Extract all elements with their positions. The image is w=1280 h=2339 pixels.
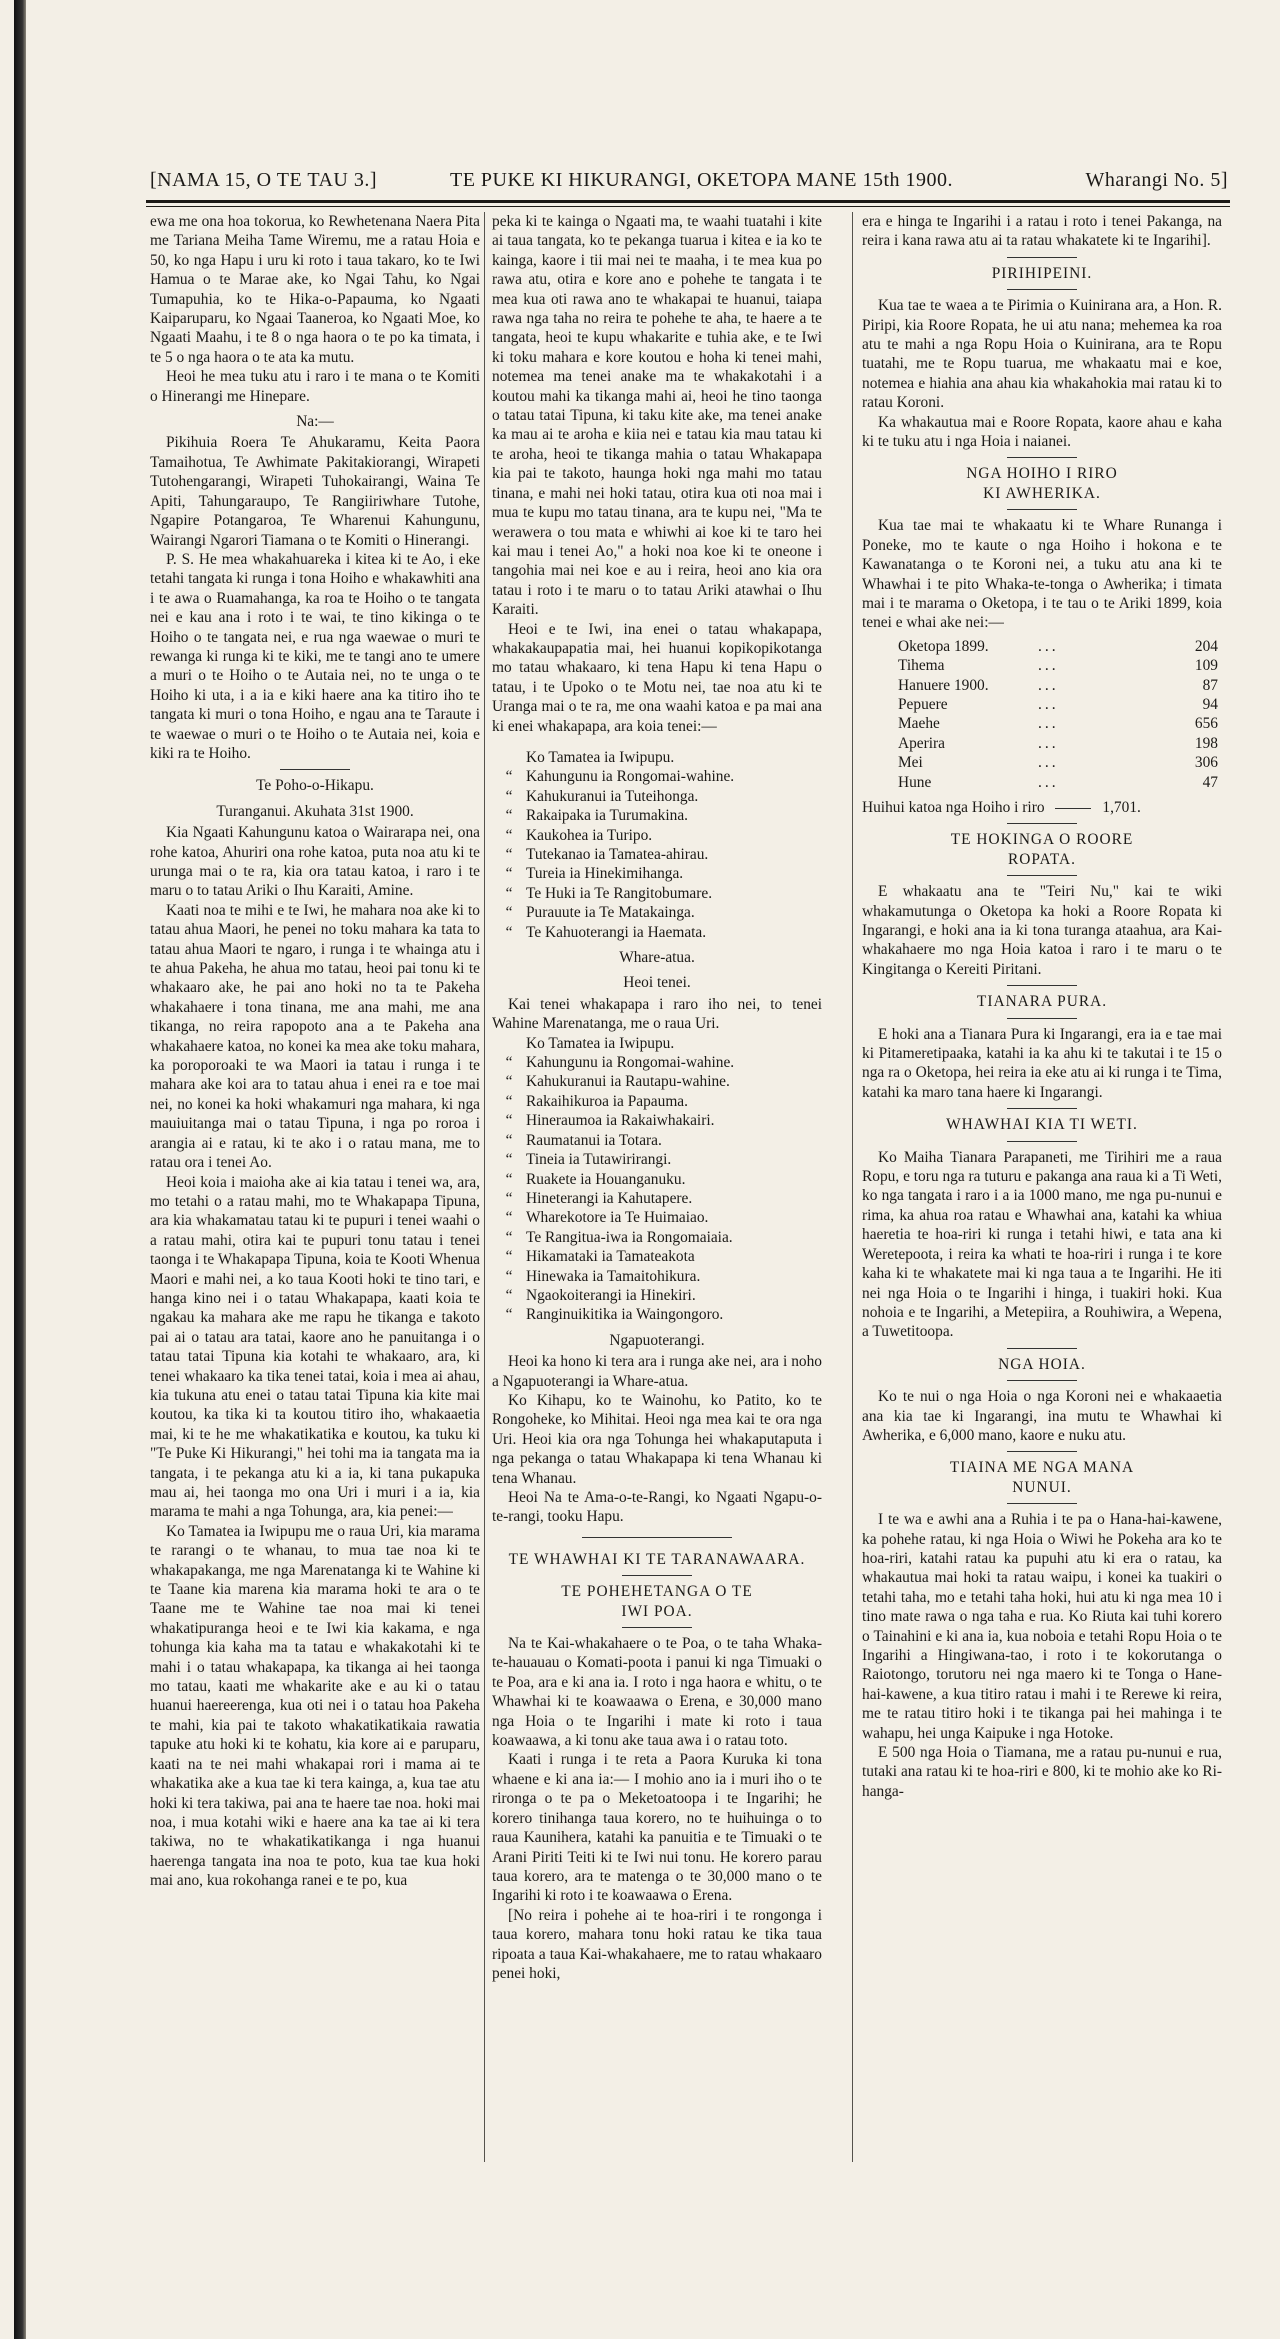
list-item: “ Ranginuikitika ia Waingongoro. bbox=[505, 1306, 724, 1324]
page-number: Wharangi No. 5] bbox=[1085, 169, 1228, 191]
list-item: “ Kahungunu ia Rongomai-wahine. bbox=[505, 1054, 735, 1072]
header-rule-thin bbox=[146, 206, 1230, 207]
list-item: “ Tutekanao ia Tamatea-ahirau. bbox=[505, 846, 709, 863]
list-item: “ Kahukuranui ia Rautapu-wahine. bbox=[505, 1073, 730, 1091]
section-divider bbox=[280, 769, 350, 770]
article-paragraph: Kaati noa te mihi e te Iwi, he mahara noa ake ki to tatau ahua Maori, he penei no toku mahara ka tata to tatau ahua Maori te ngaro, i runga i te whainga atu i te ahua Pakeha, he ahua mo tatau, heoi pai tonu ki te whakaaro ake, he pai ano hoki no ta te Pakeha whakahaere i tona tinana, me ana mahi, me ana tikanga, no reira rapopoto ana a te Pakeha ana whakahaere katoa, no konei ka mea ake toku mahara, ka poroporoaki te wa Maori ia tatau i runga i te mahara ake koi ara to tatau ahua i enei ra e toe mai nei, no konei ka hoki whakamuri nga mahara, ki nga mauiuitanga mai o tatau Tipuna, i nga po roroa i arangia ai e ratau, ki te ako i o ratau mana, me to ratau ora i tenei Ao. bbox=[150, 901, 480, 1172]
article-paragraph: peka ki te kainga o Ngaati ma, te waahi tuatahi i kite ai taua tangata, ko te pekanga tuarua i kitea e ia ko te kainga, kaore i tii mai nei te maaha, i te mea kua po rawa atu, otira e kore ano e pohehe te tangata i te mea kua oti rawa ano te whakapai te huanui, taiapa rawa nga taha no reira te pohehe te aha, te haere a te tangata, heoi te kupu whakarite e tuhia ake, e te Iwi ki toku mahara e kore koutou e hoha ki tenei mahi, notemea ma tenei anake ma te whakakotahi i a koutou mahi ka tikanga mahi ai, heoi he tino taonga o tatau tatai Tipuna, ki taku kite ake, ma tenei anake ka mau ai te aroha e kiia nei e tatau kia mau tatau ki te aroha, heoi te tikanga mahia o tatau Whakapapa kia pai te takoto, haunga hoki nga mahi mo tatau tinana, e mahi nei hoki tatau, otira kua oti noa mai i mua te kupu mo tatau tinana, ara te kupu nei, "Ma te werawera o tou mata e whiwhi ai koe ki te taro hei kai mau i tenei Ao," a hoki noa koe ki te oneone i tangohia mai nei koe e au i reira, heoi ano kia ora tatau i roto i te maru o to tatau Ariki atawhai o Ihu Karaiti. bbox=[492, 213, 822, 619]
list-item: “ Ngaokoiterangi ia Hinekiri. bbox=[505, 1286, 696, 1304]
total-value: 1,701. bbox=[1102, 798, 1141, 816]
article-paragraph: Kua tae te waea a te Pirimia o Kuinirana ara, a Hon. R. Piripi, kia Roore Ropata, he ui atu nana; mehemea ka roa atu te mahi a nga Ropu Hoia o Kuinirana, ara te Ropu tuatahi, me te Ropu tuarua, me whakaatu mai e koe, notemea e hiahia ana ahau kia whakahokia mai ratau ki to ratau Koroni. bbox=[862, 297, 1222, 412]
section-divider bbox=[1007, 457, 1077, 458]
dateline: Turanganui. Akuhata 31st 1900. bbox=[216, 802, 414, 820]
section-heading: TIAINA ME NGA MANA bbox=[949, 1459, 1135, 1477]
list-item: “ Tineia ia Tutawirirangi. bbox=[505, 1151, 672, 1169]
section-heading: NGA HOIHO I RIRO bbox=[966, 465, 1118, 483]
list-item: “ Purauute ia Te Matakainga. bbox=[505, 904, 695, 922]
section-heading: TE WHAWHAI KI TE TARANAWAARA. bbox=[508, 1550, 806, 1568]
binding-edge bbox=[14, 0, 26, 2339]
article-paragraph: Heoi he mea tuku atu i raro i te mana o te Komiti o Hinerangi me Hinepare. bbox=[150, 368, 480, 405]
section-heading: NGA HOIA. bbox=[998, 1355, 1086, 1373]
list-end: Whare-atua. bbox=[619, 949, 695, 967]
horses-total bbox=[862, 798, 1222, 817]
list-item: “ Hineterangi ia Kahutapere. bbox=[505, 1189, 693, 1207]
list-end: Ngapuoterangi. bbox=[609, 1331, 705, 1349]
section-heading: KI AWHERIKA. bbox=[983, 484, 1101, 502]
list-item: “ Kahukuranui ia Tuteihonga. bbox=[505, 787, 699, 805]
article-paragraph: era e hinga te Ingarihi i a ratau i roto i tenei Pakanga, na reira i kana rawa atu ai ta ratau whakatete ki te Ingarihi]. bbox=[862, 213, 1222, 250]
article-paragraph: P. S. He mea whakahuareka i kitea ki te Ao, i eke tetahi tangata ki runga i tona Hoiho e whakawhiti ana i te awa o Ruamahanga, ka roa te Hoiho o te tangata nei e kau ana i roto i te wai, te tino kikinga o te Hoiho o te tangata nei, e rua nga waewae o muri te rewanga ki runga ki te kiki, me te tangi ano te umere a muri o te Hoiho o te Autaia nei, no te unga o te Hoiho ki uta, i a ia e kiki haere ana ka titiro iho te tangata ki muri o tona Hoiho, e ngau ana te Taraute i te waewae o muri o te Hoiho o te Autaia nei, koia e kiki ra te Hoiho. bbox=[150, 550, 480, 762]
table-row: Pepuere ... 94 bbox=[898, 695, 1218, 713]
issue-number: [NAMA 15, O TE TAU 3.] bbox=[150, 169, 377, 191]
page-header bbox=[150, 163, 1228, 197]
section-heading: NUNUI. bbox=[1012, 1478, 1072, 1496]
list-item: “ Te Kahuoterangi ia Haemata. bbox=[505, 923, 707, 941]
list-item: “ Te Rangitua-iwa ia Rongomaiaia. bbox=[505, 1228, 733, 1246]
list-item: “ Wharekotore ia Te Huimaiao. bbox=[505, 1209, 709, 1227]
table-row: Maehe ... 656 bbox=[898, 715, 1218, 733]
total-label: Huihui katoa nga Hoiho i riro bbox=[862, 798, 1045, 816]
section-divider bbox=[1007, 257, 1077, 258]
section-divider bbox=[1007, 1141, 1077, 1142]
list-item: “ Hineraumoa ia Rakaiwhakairi. bbox=[505, 1112, 715, 1130]
article-paragraph: ewa me ona hoa tokorua, ko Rewhetenana Naera Pita me Tariana Meiha Tame Wiremu, me a ratau Hoia e 50, ko nga Hapu i uru ki roto i taua takaro, ko te Iwi Hamua o te Marae ake, ko Ngai Tahu, ko Ngai Tumapuhia, ko te Hika-o-Papauma, ko Ngaati Kaiparuparu, ko Ngaai Taaneroa, ko Ngaati Moe, ko Ngaati Maahu, i te 8 o nga haora o te po ka timata, i te 5 o nga haora o te ata ka mutu. bbox=[150, 213, 480, 366]
section-heading: WHAWHAI KIA TI WETI. bbox=[946, 1116, 1138, 1134]
header-rule bbox=[146, 200, 1230, 203]
section-divider bbox=[582, 1537, 732, 1538]
section-divider bbox=[622, 1575, 692, 1576]
article-paragraph: Ko Maiha Tianara Parapaneti, me Tirihiri me a raua Ropu, e toru nga ra tuturu e pakanga ana raua ki a Ti Weti, ko nga tangata i raro i a ia 1000 mano, me nga pu-nunui e rima, ka ahua roa ratau e Whawhai ana, katahi ka whiua haeretia te hoa-riri ki runga i tetahi hiwi, e tata ana ki Weretepoota, i reira ka whati te hoa-riri i runga i te kore kaha ki te whakatete mai ki nga taua a te Ingarihi. He iti nei nga Hoia o te Ingarihi i hinga, i tuakiri hoki. Kua nohoia e te Ingarihi, a Metepiira, a Rouhiwira, a Wepena, a Tuwetitoopa. bbox=[862, 1148, 1222, 1341]
table-row: Oketopa 1899. ... 204 bbox=[898, 637, 1218, 655]
list-item: “ Te Huki ia Te Rangitobumare. bbox=[505, 884, 713, 902]
column-3 bbox=[862, 212, 1222, 1801]
article-paragraph: Ka whakautua mai e Roore Ropata, kaore ahau e kaha ki te tuku atu i nga Hoia i naianei. bbox=[862, 413, 1222, 451]
section-divider bbox=[1007, 289, 1077, 290]
section-heading: ROPATA. bbox=[1007, 850, 1077, 868]
section-divider bbox=[1007, 1018, 1077, 1019]
table-row: Hune ... 47 bbox=[898, 773, 1218, 791]
column-1 bbox=[150, 212, 480, 1891]
column-divider bbox=[852, 212, 853, 2162]
section-divider bbox=[1007, 1503, 1077, 1504]
section-divider bbox=[1007, 1451, 1077, 1452]
signature-label: Na:— bbox=[296, 413, 334, 431]
article-paragraph: Ko te nui o nga Hoia o nga Koroni nei e whakaaetia ana kia tae ki Ingarangi, ina mutu te Whawhai ki Awherika, e 6,000 mano, kaore e nuku atu. bbox=[862, 1388, 1222, 1444]
section-divider bbox=[1007, 509, 1077, 510]
table-row: Tihema ... 109 bbox=[898, 657, 1218, 675]
section-heading: Te Poho-o-Hikapu. bbox=[256, 777, 374, 795]
list-item: Ko Tamatea ia Iwipupu. bbox=[526, 748, 675, 766]
article-paragraph: Heoi Na te Ama-o-te-Rangi, ko Ngaati Ngapu-o-te-rangi, tooku Hapu. bbox=[492, 1489, 822, 1526]
article-paragraph: E 500 nga Hoia o Tiamana, me a ratau pu-nunui e rua, tutaki ana ratau ki te hoa-riri e 800, ki te mohio ake ko Ri-hanga- bbox=[862, 1744, 1222, 1800]
article-paragraph: E hoki ana a Tianara Pura ki Ingarangi, era ia e tae mai ki Pitameretipaaka, katahi ia ka ahu ki te takutai i te 15 o nga ra o Oketopa, hei reira ia eke atu ai ki runga i te Tima, katahi ka maro tana haere ki Ingarangi. bbox=[862, 1025, 1222, 1101]
article-paragraph: I te wa e awhi ana a Ruhia i te pa o Hana-hai-kawene, ka pohehe ratau, ki nga Hoia o Wiwi he Pokeha ara ko te hoa-riri, katahi ratau ka pupuhi atu ki era o ratau, ka whakautua mai hoki ta ratau waipu, i konei ka tuakiri o tetahi taha, mo e tetahi taha hoki, hui atu ki nga mea 10 i tino mate rawa o nga taha e rua. Ko Riuta kai tuhi korero o Tainahini e ki ana ia, kua noboia e tetahi Ropu Hoia o te Ingarihi a Hingiwana-tao, i roto i te kokorutanga o Raiotongo, torutoru nei nga maero ki te Tonga o Hane-hai-kawene, a kua titiro ratau i mahi i te Rerewe ki reira, me te ratau titiro hoki i te tikanga pai hei mahinga i te wahapu, hei unga Kaipuke i nga Hotoke. bbox=[862, 1511, 1222, 1742]
list-item: “ Tureia ia Hinekimihanga. bbox=[505, 865, 684, 883]
section-heading: TIANARA PURA. bbox=[976, 993, 1108, 1011]
article-paragraph: Heoi e te Iwi, ina enei o tatau whakapapa, whakakaupapatia mai, hei huanui kopikopikotanga mo tatau whakaaro, ki tena Hapu ki tena Hapu o tatau, i te Upoko o te Motu nei, tae noa atu ki te Uranga mai o te ra, me ona waahi katoa e pa mai ana ki enei whakapapa, ara koia tenei:— bbox=[492, 620, 822, 735]
list-item: “ Ruakete ia Houanganuku. bbox=[505, 1170, 686, 1188]
article-paragraph: Kaati i runga i te reta a Paora Kuruka ki tona whaene e ki ana ia:— I mohio ano ia i muri iho o te rironga o te pa o Meketoatoopa i te Ingarihi; he korero tinihanga taua korero, no te huihuinga o to raua Kaunihera, katahi ka panuitia e te Timuaki o te Arani Piriti Teiti ki te Iwi nui tonu. He korero parau taua korero, ara te matenga o te 30,000 mano o te Ingarihi ki roto i te koawaawa o Erena. bbox=[492, 1751, 822, 1905]
article-paragraph: [No reira i pohehe ai te hoa-riri i te rongonga i taua korero, mahara tonu hoki ratau ke tika taua ripoata a taua Kai-whakahaere, me to ratau whakaaro penei hoki, bbox=[492, 1906, 822, 1982]
section-heading: PIRIHIPEINI. bbox=[991, 264, 1093, 282]
list-item: “ Kaukohea ia Turipo. bbox=[505, 826, 653, 844]
list-item: “ Raumatanui ia Totara. bbox=[505, 1131, 662, 1149]
list-item: “ Hikamataki ia Tamateakota bbox=[505, 1248, 695, 1266]
column-divider bbox=[484, 212, 485, 2162]
section-heading: TE POHEHETANGA O TE IWI POA. bbox=[561, 1583, 753, 1620]
article-paragraph: Ko Kihapu, ko te Wainohu, ko Patito, ko te Rongoheke, ko Mihitai. Heoi nga mea kai te ora nga Uri. Heoi kia ora nga Tohunga hei whakaputaputa i nga pekanga o tatau Whakapapa ki tena Whanau ki tena Whanau. bbox=[492, 1391, 822, 1487]
article-paragraph: Heoi ka hono ki tera ara i runga ake nei, ara i noho a Ngapuoterangi ia Whare-atua. bbox=[492, 1353, 822, 1390]
section-divider bbox=[1007, 823, 1077, 824]
article-paragraph: Na te Kai-whakahaere o te Poa, o te taha Whaka-te-hauauau o Komati-poota i panui ki nga Timuaki o te Poa, ara e ki ana ia. I roto i nga haora e whitu, o te Whawhai ki te koawaawa o Erena, e 30,000 mano nga Hoia o te Ingarihi i mate ki roto i taua koawaawa, a ki tonu ake taua awa i o ratau toto. bbox=[492, 1635, 822, 1750]
article-paragraph: Kua tae mai te whakaatu ki te Whare Runanga i Poneke, mo te kaute o nga Hoiho i hokona e te Kawanatanga o te Koroni nei, a tuku atu ana ki te Whawhai i te pito Whaka-te-tonga o Awherika; i timata mai i te marama o Oketopa, i te tau o te Ariki 1899, koia tenei e whai ake nei:— bbox=[862, 517, 1222, 632]
column-2 bbox=[492, 212, 822, 1983]
section-heading: TE HOKINGA O ROORE bbox=[950, 831, 1134, 849]
article-paragraph: Kia Ngaati Kahungunu katoa o Wairarapa nei, ona rohe katoa, Ahuriri ona rohe katoa, puta noa atu ki te urunga mai o te ra, kia ora tatau katoa, i raro i te maru o to tatau Ariki o Ihu Karaiti, Amine. bbox=[150, 824, 480, 900]
article-paragraph: Ko Tamatea ia Iwipupu me o raua Uri, kia marama te rarangi o te whanau, to mua tae noa ki te whakapakanga, me nga Marenatanga ki te Wahine ki te Taane kia marena kia marama hoki te ara o te Taane me te Wahine tae noa mai ki tenei whakatipuranga heoi e te Iwi kia kakama, e nga tohunga kia kaha ma ta tatau e whakakotahi ki te mahi i o tatau whakapapa, ka tikanga ai hei taonga mo tatau, kaati me whakarite ake e au ki o tatau huanui haereerenga, kua oti nei i o tatau hoa Pakeha te mahi, kia pai te takoto whakatikatikaia rawatia tapuke atu hoki ki te kohatu, kia kore ai e paruparu, kaati na te nei mahi whakapai rori i mama ai te whakatika ake a kua tae ki tera kainga, a, kua tae atu hoki ki tera takiwa, pai ana te haere tae noa. hoki mai noa, i mua kotahi wiki e haere ana ka tae ai ki tera takiwa, no te whakatikatikanga i nga huanui haerenga tangata ina noa te poto, kua tae kua hoki mai ano, kua rokohanga ranei e te po, kua bbox=[150, 1522, 480, 1890]
section-divider bbox=[1007, 1380, 1077, 1381]
genealogy-list-1 bbox=[492, 748, 822, 942]
article-paragraph: Kai tenei whakapapa i raro iho nei, to tenei Wahine Marenatanga, me o raua Uri. bbox=[492, 995, 822, 1033]
list-item: “ Hinewaka ia Tamaitohikura. bbox=[505, 1267, 701, 1285]
article-paragraph: Heoi koia i maioha ake ai kia tatau i tenei wa, ara, mo tetahi o a ratau mahi, mo te Whakapapa Tipuna, ara kia whakamatau tatau ki te pupuri i tenei waahi o a ratau mahi, otira kai te pupuri tonu tatau i tenei taonga i te Whakapapa Tipuna, koia te Kooti Whenua Maori e mahi nei, a ko taua Kooti hoki te tino tari, e hanga kino nei i o tatau Whakapapa, kaati koia te ngakau ka mahara ake me rapu he tikanga e takoto pai ai o tatau ara tatai, kaore ano he panuitanga i o tatau tatai Tipuna kia kotahi te whakaaro, ara, ki tenei whakaaro ka tika tenei tatai, koia i mea ai ahau, kia tukuna atu enei o tatau tatai Tipuna kia kite mai koutou, ka tika ki ta koutou titiro iho, whakaaetia mai, ki te he me whakatikatika e koutou, ka tuku ki "Te Puke Ki Hikurangi," hei tohi ma ia tangata ma ia tangata, i te pekanga atu ki a ia, ki tana pukapuka mau ai, hei taonga mo ona Uri i muri i a ia, kia marama te mahi a nga Tohunga, ara, kia penei:— bbox=[150, 1173, 480, 1521]
section-divider bbox=[1007, 875, 1077, 876]
table-row: Aperira ... 198 bbox=[898, 734, 1218, 752]
list-item: Ko Tamatea ia Iwipupu. bbox=[526, 1034, 675, 1052]
article-paragraph: Pikihuia Roera Te Ahukaramu, Keita Paora Tamaihotua, Te Awhimate Pakitakiorangi, Wirapeti Tutohengarangi, Wirapeti Tuhokairangi, Waina Te Apiti, Tahungaraupo, Te Rangiiriwhare Tutohe, Ngapire Potangaroa, Te Wharenui Kahungunu, Wairangi Ngarori Tiamana o te Komiti o Hinerangi. bbox=[150, 434, 480, 549]
genealogy-list-2 bbox=[492, 1034, 822, 1325]
section-divider bbox=[1007, 1108, 1077, 1109]
table-row: Hanuere 1900. ... 87 bbox=[898, 676, 1218, 694]
article-paragraph: E whakaatu ana te "Teiri Nu," kai te wiki whakamutunga o Oketopa ka hoki a Roore Ropata ki Ingarangi, e hoki ana ia ki tona turanga ataahua, ara Kai-whakahaere mo nga Hoia katoa i raro i te maru o te Kingitanga o Kereiti Piritani. bbox=[862, 883, 1222, 978]
list-item: “ Rakaipaka ia Turumakina. bbox=[505, 807, 688, 825]
masthead-title: TE PUKE KI HIKURANGI, OKETOPA MANE 15th 1900. bbox=[450, 169, 954, 191]
list-item: “ Kahungunu ia Rongomai-wahine. bbox=[505, 768, 735, 786]
list-item: “ Rakaihikuroa ia Papauma. bbox=[505, 1092, 688, 1110]
horses-table bbox=[898, 637, 1218, 792]
list-closing: Heoi tenei. bbox=[623, 974, 691, 992]
section-divider bbox=[1007, 985, 1077, 986]
table-row: Mei ... 306 bbox=[898, 754, 1218, 772]
section-divider bbox=[622, 1627, 692, 1628]
section-divider bbox=[1007, 1348, 1077, 1349]
